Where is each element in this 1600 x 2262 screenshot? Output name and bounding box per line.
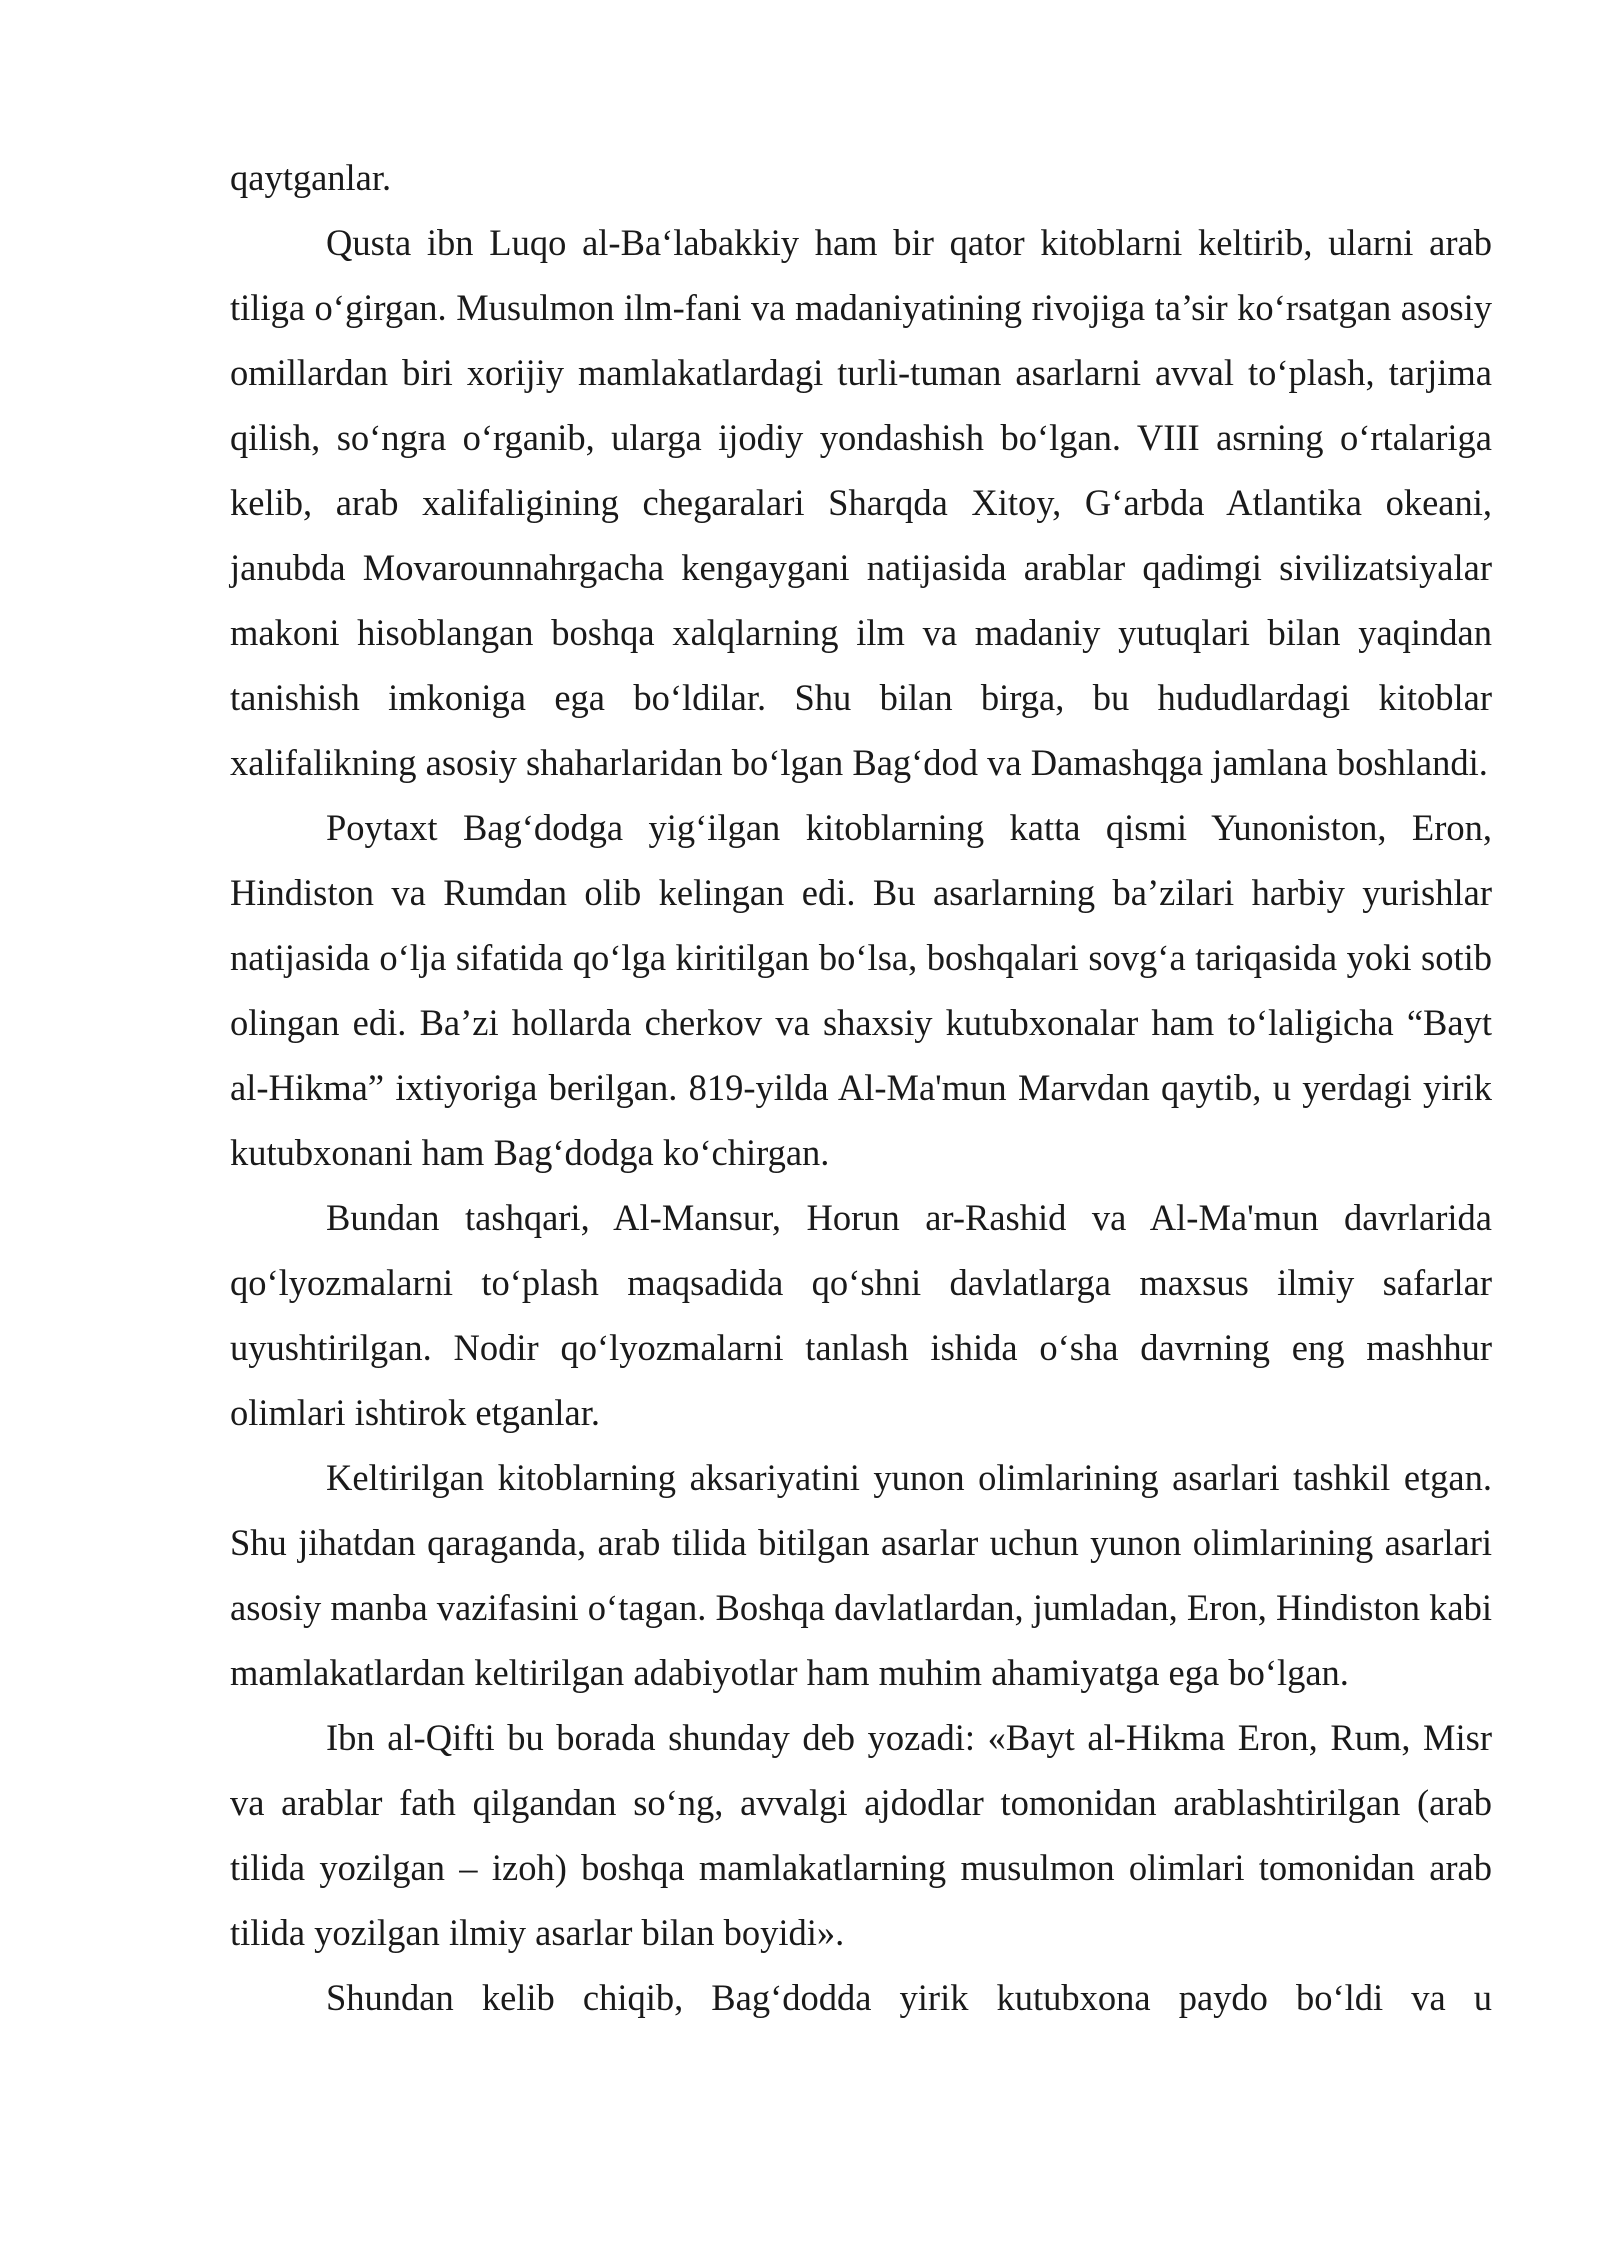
paragraph: Ibn al-Qifti bu borada shunday deb yozadi: «Bayt al-Hikma Eron, Rum, Misr va arablar fath qilgandan so‘ng, avvalgi ajdodlar tomonidan arablashtirilgan (arab tilida yozilgan – izoh) boshqa mamlakatlarning musulmon olimlari tomonidan arab tilida yozilgan ilmiy asarlar bilan boyidi».: [230, 1717, 1492, 1953]
paragraph: Bundan tashqari, Al-Mansur, Horun ar-Rashid va Al-Ma'mun davrlarida qo‘lyozmalarni to‘plash maqsadida qo‘shni davlatlarga maxsus ilmiy safarlar uyushtirilgan. Nodir qo‘lyozmalarni tanlash ishida o‘sha davrning eng mashhur olimlari ishtirok etganlar.: [230, 1197, 1492, 1433]
paragraph: Poytaxt Bag‘dodga yig‘ilgan kitoblarning katta qismi Yunoniston, Eron, Hindiston va Rumdan olib kelingan edi. Bu asarlarning ba’zilari harbiy yurishlar natijasida o‘lja sifatida qo‘lga kiritilgan bo‘lsa, boshqalari sovg‘a tariqasida yoki sotib olingan edi. Ba’zi hollarda cherkov va shaxsiy kutubxonalar ham to‘laligicha “Bayt al-Hikma” ixtiyoriga berilgan. 819-yilda Al-Ma'mun Marvdan qaytib, u yerdagi yirik kutubxonani ham Bag‘dodga ko‘chirgan.: [230, 807, 1492, 1173]
paragraph: Qusta ibn Luqo al-Ba‘labakkiy ham bir qator kitoblarni keltirib, ularni arab tiliga o‘girgan. Musulmon ilm-fani va madaniyatining rivojiga ta’sir ko‘rsatgan asosiy omillardan biri xorijiy mamlakatlardagi turli-tuman asarlarni avval to‘plash, tarjima qilish, so‘ngra o‘rganib, ularga ijodiy yondashish bo‘lgan. VIII asrning o‘rtalariga kelib, arab xalifaligining chegaralari Sharqda Xitoy, G‘arbda Atlantika okeani, janubda Movarounnahrgacha kengaygani natijasida arablar qadimgi sivilizatsiyalar makoni hisoblangan boshqa xalqlarning ilm va madaniy yutuqlari bilan yaqindan tanishish imkoniga ega bo‘ldilar. Shu bilan birga, bu hududlardagi kitoblar xalifalikning asosiy shaharlaridan bo‘lgan Bag‘dod va Damashqga jamlana boshlandi.: [230, 222, 1492, 783]
paragraph-truncated: Shundan kelib chiqib, Bag‘dodda yirik kutubxona paydo bo‘ldi va u: [326, 1977, 1492, 2018]
paragraph-continuation: qaytganlar.: [230, 157, 392, 198]
body-text: [230, 145, 1492, 2030]
paragraph: Keltirilgan kitoblarning aksariyatini yunon olimlarining asarlari tashkil etgan. Shu jihatdan qaraganda, arab tilida bitilgan asarlar uchun yunon olimlarining asarlari asosiy manba vazifasini o‘tagan. Boshqa davlatlardan, jumladan, Eron, Hindiston kabi mamlakatlardan keltirilgan adabiyotlar ham muhim ahamiyatga ega bo‘lgan.: [230, 1457, 1492, 1693]
